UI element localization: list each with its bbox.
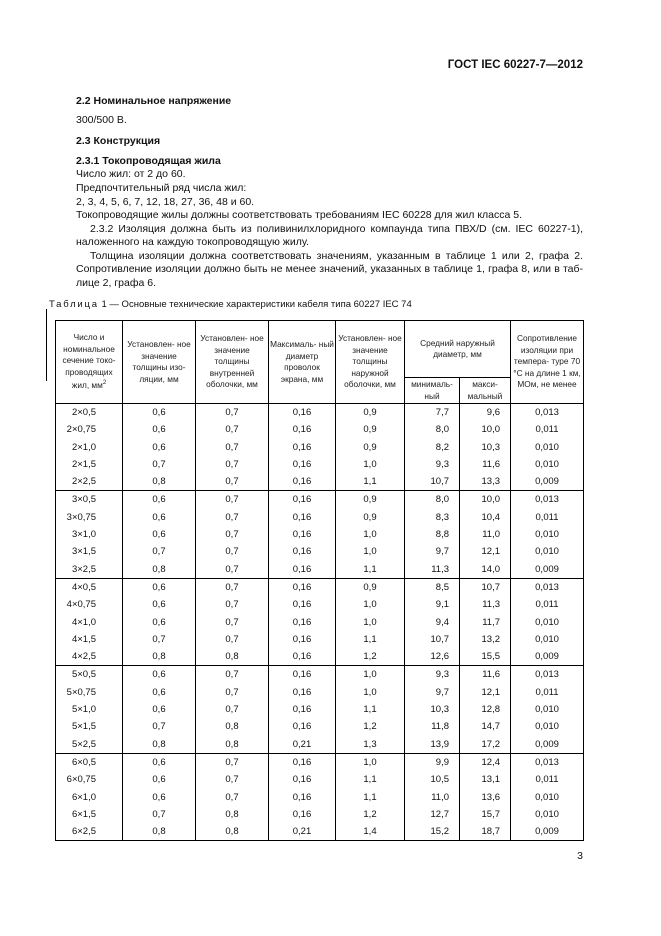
table-cell: 0,7 xyxy=(196,456,269,473)
table-cell: 0,6 xyxy=(123,753,196,771)
table-cell: 0,010 xyxy=(511,614,584,631)
table-cell: 0,16 xyxy=(269,753,336,771)
table-cell: 0,16 xyxy=(269,614,336,631)
table-cell: 15,7 xyxy=(460,806,511,823)
table-cell: 0,7 xyxy=(123,456,196,473)
table-caption xyxy=(49,299,412,310)
table-row xyxy=(56,509,584,526)
table-cell: 0,6 xyxy=(123,421,196,438)
header-outer-sheath: Установлен- ное значение толщины наружной оболочки, мм xyxy=(336,321,405,404)
table-cell: 8,8 xyxy=(405,526,460,543)
paragraph-thickness-line2: Сопротивление изоляции должно быть не менее значений, указанных в таблице 1, графа 8, или в таб- xyxy=(76,263,583,275)
table-cell: 5×0,5 xyxy=(56,666,123,684)
section-2-3-1-line: Предпочтительный ряд числа жил: xyxy=(76,182,247,194)
table-cell: 0,16 xyxy=(269,631,336,648)
table-cell: 11,7 xyxy=(460,614,511,631)
table-cell: 0,010 xyxy=(511,631,584,648)
table-cell: 0,6 xyxy=(123,578,196,596)
table-cell: 9,9 xyxy=(405,753,460,771)
table-cell: 4×2,5 xyxy=(56,648,123,666)
table-cell: 0,8 xyxy=(123,473,196,491)
table-cell: 10,7 xyxy=(460,578,511,596)
table-cell: 10,0 xyxy=(460,491,511,509)
table-cell: 0,6 xyxy=(123,789,196,806)
table-cell: 0,16 xyxy=(269,701,336,718)
table-cell: 9,7 xyxy=(405,684,460,701)
table-cell: 0,009 xyxy=(511,736,584,754)
table-cell: 0,7 xyxy=(196,509,269,526)
table-cell: 9,6 xyxy=(460,404,511,422)
table-cell: 1,0 xyxy=(336,666,405,684)
table-cell: 0,6 xyxy=(123,526,196,543)
document-header: ГОСТ IEC 60227-7—2012 xyxy=(447,59,583,71)
table-cell: 17,2 xyxy=(460,736,511,754)
table-cell: 11,8 xyxy=(405,718,460,735)
table-row xyxy=(56,578,584,596)
table-cell: 0,7 xyxy=(196,753,269,771)
table-row xyxy=(56,614,584,631)
header-insulation-resistance: Сопротивление изоляции при темпера- туре 70 °С на длине 1 км, МОм, не менее xyxy=(511,321,584,404)
header-diameter-min: минималь- ный xyxy=(405,378,460,404)
table-cell: 0,7 xyxy=(123,543,196,560)
table-cell: 0,8 xyxy=(196,806,269,823)
table-cell: 0,16 xyxy=(269,684,336,701)
section-2-3-title: 2.3 Конструкция xyxy=(76,135,161,147)
table-cell: 4×1,5 xyxy=(56,631,123,648)
table-cell: 0,16 xyxy=(269,596,336,613)
table-cell: 0,7 xyxy=(196,526,269,543)
table-cell: 1,0 xyxy=(336,684,405,701)
table-cell: 0,9 xyxy=(336,404,405,422)
table-cell: 5×0,75 xyxy=(56,684,123,701)
table-cell: 0,010 xyxy=(511,439,584,456)
table-cell: 10,4 xyxy=(460,509,511,526)
table-cell: 0,8 xyxy=(123,561,196,579)
table-cell: 8,5 xyxy=(405,578,460,596)
table-cell: 8,0 xyxy=(405,491,460,509)
table-cell: 0,010 xyxy=(511,789,584,806)
table-cell: 0,009 xyxy=(511,561,584,579)
table-cell: 0,16 xyxy=(269,666,336,684)
table-cell: 0,011 xyxy=(511,421,584,438)
table-cell: 0,7 xyxy=(196,771,269,788)
table-cell: 3×0,5 xyxy=(56,491,123,509)
section-2-3-1-line: 2, 3, 4, 5, 6, 7, 12, 18, 27, 36, 48 и 60. xyxy=(76,196,255,208)
table-row xyxy=(56,473,584,491)
table-cell: 1,2 xyxy=(336,718,405,735)
table-cell: 1,0 xyxy=(336,753,405,771)
table-cell: 0,013 xyxy=(511,666,584,684)
paragraph-2-3-2-line1: 2.3.2 Изоляция должна быть из поливинилхлоридного компаунда типа ПВХ/D (см. IEC 60227-1), xyxy=(90,223,583,235)
table-cell: 0,010 xyxy=(511,543,584,560)
table-row xyxy=(56,648,584,666)
table-cell: 0,7 xyxy=(196,789,269,806)
table-cell: 1,0 xyxy=(336,543,405,560)
table-cell: 0,7 xyxy=(196,631,269,648)
table-cell: 10,5 xyxy=(405,771,460,788)
table-cell: 0,8 xyxy=(196,823,269,841)
table-cell: 12,7 xyxy=(405,806,460,823)
table-row xyxy=(56,404,584,422)
table-row xyxy=(56,491,584,509)
table-cell: 0,21 xyxy=(269,823,336,841)
table-cell: 0,16 xyxy=(269,456,336,473)
table-cell: 0,16 xyxy=(269,473,336,491)
table-cell: 11,3 xyxy=(405,561,460,579)
table-cell: 0,7 xyxy=(196,684,269,701)
table-cell: 0,6 xyxy=(123,701,196,718)
table-cell: 0,7 xyxy=(196,701,269,718)
table-caption-word: Таблица xyxy=(49,299,99,310)
table-cell: 13,2 xyxy=(460,631,511,648)
table-cell: 0,16 xyxy=(269,421,336,438)
paragraph-2-3-2-line2: наложенного на каждую токопроводящую жилу. xyxy=(76,236,309,248)
table-cell: 8,0 xyxy=(405,421,460,438)
table-cell: 0,9 xyxy=(336,421,405,438)
table-row xyxy=(56,561,584,579)
table-cell: 0,6 xyxy=(123,439,196,456)
table-cell: 4×0,75 xyxy=(56,596,123,613)
table-cell: 1,0 xyxy=(336,596,405,613)
table-cell: 0,8 xyxy=(196,736,269,754)
table-cell: 13,3 xyxy=(460,473,511,491)
table-cell: 0,7 xyxy=(196,543,269,560)
table-cell: 0,011 xyxy=(511,596,584,613)
table-row xyxy=(56,701,584,718)
table-cell: 1,0 xyxy=(336,456,405,473)
table-cell: 4×1,0 xyxy=(56,614,123,631)
table-cell: 8,2 xyxy=(405,439,460,456)
table-cell: 0,9 xyxy=(336,439,405,456)
table-cell: 0,7 xyxy=(196,614,269,631)
table-cell: 4×0,5 xyxy=(56,578,123,596)
table-cell: 1,1 xyxy=(336,789,405,806)
paragraph-thickness-line1: Толщина изоляции должна соответствовать значениям, указанным в таблице 1 или 2, графа 2. xyxy=(90,250,583,262)
table-cell: 0,7 xyxy=(196,561,269,579)
table-row xyxy=(56,631,584,648)
table-cell: 6×0,5 xyxy=(56,753,123,771)
table-cell: 0,010 xyxy=(511,806,584,823)
table-cell: 2×1,0 xyxy=(56,439,123,456)
table-cell: 6×2,5 xyxy=(56,823,123,841)
table-cell: 0,010 xyxy=(511,526,584,543)
table-cell: 2×0,75 xyxy=(56,421,123,438)
table-row xyxy=(56,439,584,456)
table-cell: 1,1 xyxy=(336,473,405,491)
table-row xyxy=(56,526,584,543)
table-cell: 1,0 xyxy=(336,614,405,631)
table-cell: 0,9 xyxy=(336,578,405,596)
table-cell: 0,010 xyxy=(511,718,584,735)
table-cell: 0,16 xyxy=(269,578,336,596)
table-row xyxy=(56,543,584,560)
table-row xyxy=(56,823,584,841)
table-cell: 0,7 xyxy=(196,666,269,684)
section-2-3-1-line: Число жил: от 2 до 60. xyxy=(76,168,186,180)
table-cell: 8,3 xyxy=(405,509,460,526)
table-cell: 3×1,5 xyxy=(56,543,123,560)
table-cell: 0,7 xyxy=(196,421,269,438)
table-row xyxy=(56,666,584,684)
table-cell: 0,009 xyxy=(511,648,584,666)
table-body xyxy=(56,404,584,841)
table-cell: 11,6 xyxy=(460,666,511,684)
table-cell: 0,16 xyxy=(269,439,336,456)
table-cell: 10,7 xyxy=(405,473,460,491)
table-cell: 12,8 xyxy=(460,701,511,718)
table-row xyxy=(56,684,584,701)
table-cell: 0,16 xyxy=(269,509,336,526)
table-cell: 0,16 xyxy=(269,718,336,735)
table-cell: 13,1 xyxy=(460,771,511,788)
table-cell: 10,0 xyxy=(460,421,511,438)
table-cell: 0,21 xyxy=(269,736,336,754)
table-cell: 14,0 xyxy=(460,561,511,579)
table-cell: 0,013 xyxy=(511,491,584,509)
table-cell: 6×1,5 xyxy=(56,806,123,823)
table-row xyxy=(56,806,584,823)
table-cell: 0,16 xyxy=(269,526,336,543)
table-cell: 0,9 xyxy=(336,491,405,509)
table-cell: 0,8 xyxy=(196,718,269,735)
table-cell: 0,7 xyxy=(196,491,269,509)
table-cell: 5×1,0 xyxy=(56,701,123,718)
table-cell: 12,4 xyxy=(460,753,511,771)
table-cell: 0,009 xyxy=(511,473,584,491)
table-cell: 12,6 xyxy=(405,648,460,666)
table-cell: 6×1,0 xyxy=(56,789,123,806)
section-2-2-title: 2.2 Номинальное напряжение xyxy=(76,95,232,107)
table-cell: 11,0 xyxy=(460,526,511,543)
table-cell: 0,009 xyxy=(511,823,584,841)
table-cell: 0,6 xyxy=(123,666,196,684)
table-row xyxy=(56,771,584,788)
table-cell: 0,16 xyxy=(269,404,336,422)
table-cell: 15,5 xyxy=(460,648,511,666)
table-cell: 6×0,75 xyxy=(56,771,123,788)
table-cell: 0,7 xyxy=(123,806,196,823)
table-cell: 0,6 xyxy=(123,491,196,509)
table-cell: 12,1 xyxy=(460,543,511,560)
table-cell: 9,1 xyxy=(405,596,460,613)
table-cell: 0,6 xyxy=(123,614,196,631)
table-cell: 11,0 xyxy=(405,789,460,806)
section-2-2-text: 300/500 В. xyxy=(76,114,127,126)
section-2-3-1-line: Токопроводящие жилы должны соответствовать требованиям IEC 60228 для жил класса 5. xyxy=(76,209,523,221)
table-cell: 12,1 xyxy=(460,684,511,701)
table-cell: 0,013 xyxy=(511,753,584,771)
table-cell: 0,010 xyxy=(511,456,584,473)
header-screen-wire-diameter: Максималь- ный диаметр проволок экрана, мм xyxy=(269,321,336,404)
table-cell: 0,010 xyxy=(511,701,584,718)
table-cell: 0,011 xyxy=(511,771,584,788)
table-cell: 5×1,5 xyxy=(56,718,123,735)
table-cell: 0,7 xyxy=(123,631,196,648)
table-cell: 0,8 xyxy=(196,648,269,666)
table-row xyxy=(56,421,584,438)
table-cell: 10,3 xyxy=(460,439,511,456)
table-cell: 0,9 xyxy=(336,509,405,526)
table-cell: 5×2,5 xyxy=(56,736,123,754)
table-row xyxy=(56,789,584,806)
table-cell: 10,3 xyxy=(405,701,460,718)
table-cell: 0,8 xyxy=(123,736,196,754)
table-cell: 0,16 xyxy=(269,491,336,509)
table-cell: 1,0 xyxy=(336,526,405,543)
table-cell: 3×2,5 xyxy=(56,561,123,579)
table-cell: 0,16 xyxy=(269,806,336,823)
table-row xyxy=(56,753,584,771)
table-cell: 11,6 xyxy=(460,456,511,473)
table-cell: 9,3 xyxy=(405,666,460,684)
table-cell: 1,1 xyxy=(336,701,405,718)
table-cell: 0,6 xyxy=(123,509,196,526)
table-cell: 0,6 xyxy=(123,596,196,613)
table-cell: 14,7 xyxy=(460,718,511,735)
table-caption-text: 1 — Основные технические характеристики кабеля типа 60227 IEC 74 xyxy=(101,299,412,310)
table-cell: 0,16 xyxy=(269,648,336,666)
table-row xyxy=(56,596,584,613)
table-cell: 1,4 xyxy=(336,823,405,841)
table-cell: 2×1,5 xyxy=(56,456,123,473)
table-cell: 3×0,75 xyxy=(56,509,123,526)
table-cell: 0,16 xyxy=(269,543,336,560)
margin-change-bar xyxy=(46,309,47,381)
table-cell: 0,7 xyxy=(196,596,269,613)
table-row xyxy=(56,718,584,735)
table-cell: 1,3 xyxy=(336,736,405,754)
page-number: 3 xyxy=(577,850,583,862)
table-cell: 0,6 xyxy=(123,404,196,422)
table-cell: 0,8 xyxy=(123,823,196,841)
table-cell: 0,7 xyxy=(196,578,269,596)
table-cell: 0,6 xyxy=(123,771,196,788)
table-cell: 0,013 xyxy=(511,404,584,422)
table-cell: 9,7 xyxy=(405,543,460,560)
header-diameter-max: макси- мальный xyxy=(460,378,511,404)
table-cell: 0,011 xyxy=(511,684,584,701)
table-cell: 10,7 xyxy=(405,631,460,648)
table-cell: 0,7 xyxy=(196,439,269,456)
table-row xyxy=(56,736,584,754)
table-cell: 0,7 xyxy=(196,473,269,491)
table-cell: 0,16 xyxy=(269,789,336,806)
table-cell: 7,7 xyxy=(405,404,460,422)
table-cell: 11,3 xyxy=(460,596,511,613)
table-cell: 9,4 xyxy=(405,614,460,631)
table-cell: 1,2 xyxy=(336,806,405,823)
table-cell: 0,011 xyxy=(511,509,584,526)
header-inner-sheath: Установлен- ное значение толщины внутренней оболочки, мм xyxy=(196,321,269,404)
table-cell: 3×1,0 xyxy=(56,526,123,543)
table-cell: 2×0,5 xyxy=(56,404,123,422)
table-cell: 1,1 xyxy=(336,561,405,579)
table-cell: 0,013 xyxy=(511,578,584,596)
header-conductors: Число и номинальное сечение токо- проводящих жил, $мм^2$ xyxy=(56,321,123,404)
table-cell: 13,9 xyxy=(405,736,460,754)
table-cell: 0,7 xyxy=(123,718,196,735)
table-row xyxy=(56,456,584,473)
table-cell: 0,7 xyxy=(196,404,269,422)
table-cell: 18,7 xyxy=(460,823,511,841)
header-insulation-thickness: Установлен- ное значение толщины изо- ляции, мм xyxy=(123,321,196,404)
table-cell: 13,6 xyxy=(460,789,511,806)
paragraph-thickness-line3: лице 2, графа 6. xyxy=(76,277,156,289)
section-2-3-1-title: 2.3.1 Токопроводящая жила xyxy=(76,155,221,167)
table-cell: 9,3 xyxy=(405,456,460,473)
table-cell: 1,2 xyxy=(336,648,405,666)
table-cell: 2×2,5 xyxy=(56,473,123,491)
table-cell: 0,16 xyxy=(269,771,336,788)
header-mean-diameter: Средний наружный диаметр, мм xyxy=(405,321,511,378)
cable-characteristics-table xyxy=(55,320,584,841)
table-cell: 1,1 xyxy=(336,771,405,788)
table-cell: 0,8 xyxy=(123,648,196,666)
table-cell: 1,1 xyxy=(336,631,405,648)
table-cell: 15,2 xyxy=(405,823,460,841)
table-cell: 0,16 xyxy=(269,561,336,579)
table-cell: 0,6 xyxy=(123,684,196,701)
